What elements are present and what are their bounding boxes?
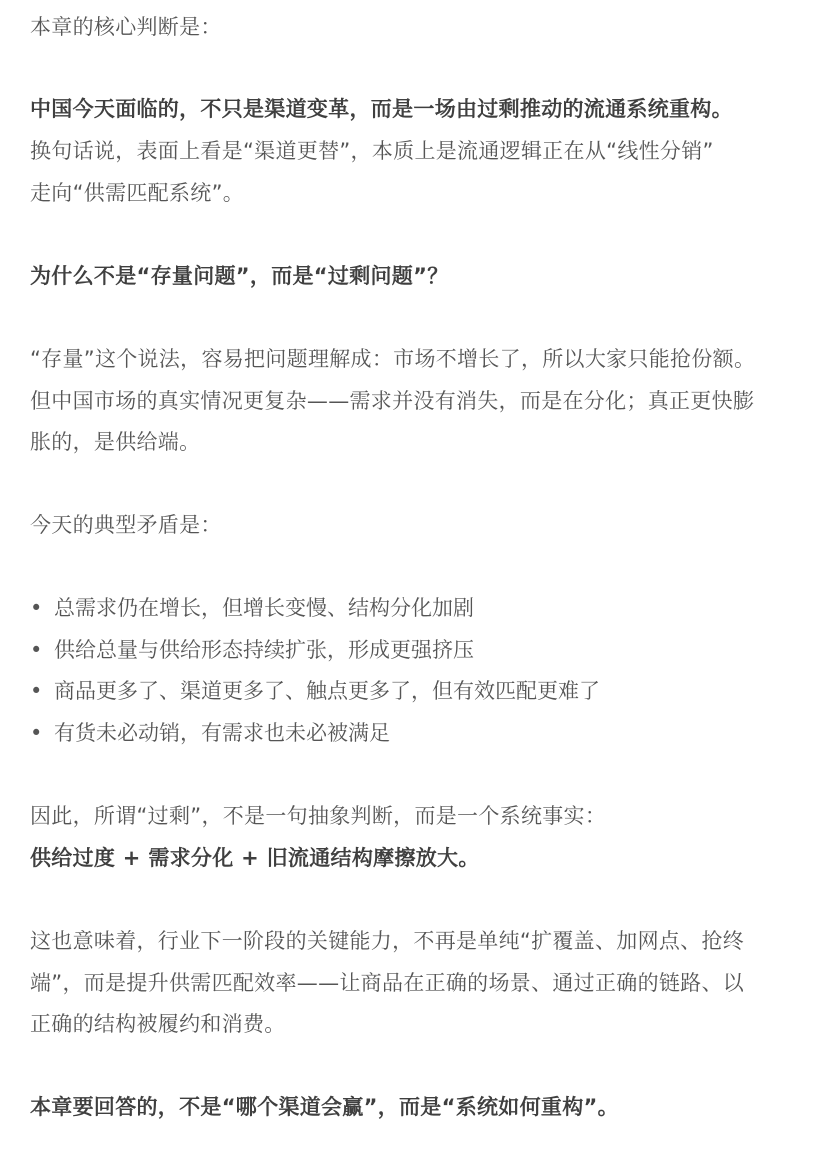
list-item-text: 总需求仍在增长，但增长变慢、结构分化加剧 bbox=[54, 596, 474, 620]
conclusion-statement: 供给过度 + 需求分化 + 旧流通结构摩擦放大。 bbox=[30, 846, 480, 870]
paragraph-2-line-3: 正确的结构被履约和消费。 bbox=[30, 1012, 286, 1036]
list-item bbox=[30, 670, 600, 712]
intro-lead: 本章的核心判断是： bbox=[30, 15, 222, 39]
list-item bbox=[30, 629, 474, 671]
paragraph-2-line-2: 端”，而是提升供需匹配效率——让商品在正确的场景、通过正确的链路、以 bbox=[30, 971, 745, 995]
section-heading: 为什么不是“存量问题”，而是“过剩问题”？ bbox=[30, 264, 449, 288]
thesis-line-2: 换句话说，表面上看是“渠道更替”，本质上是流通逻辑正在从“线性分销” bbox=[30, 139, 714, 163]
list-item-text: 商品更多了、渠道更多了、触点更多了，但有效匹配更难了 bbox=[54, 679, 600, 703]
bullet-icon: • bbox=[30, 596, 43, 620]
paragraph-1-line-1: “存量”这个说法，容易把问题理解成：市场不增长了，所以大家只能抢份额。 bbox=[30, 347, 756, 371]
bullet-icon: • bbox=[30, 638, 43, 662]
thesis-statement: 中国今天面临的，不只是渠道变革，而是一场由过剩推动的流通系统重构。 bbox=[30, 97, 733, 121]
closing-statement: 本章要回答的，不是“哪个渠道会赢”，而是“系统如何重构”。 bbox=[30, 1095, 619, 1119]
paragraph-2-line-1: 这也意味着，行业下一阶段的关键能力，不再是单纯“扩覆盖、加网点、抢终 bbox=[30, 929, 745, 953]
bullet-icon: • bbox=[30, 679, 43, 703]
paragraph-1-line-3: 胀的，是供给端。 bbox=[30, 430, 201, 454]
bullet-icon: • bbox=[30, 721, 43, 745]
list-item bbox=[30, 712, 390, 754]
paragraph-1-line-2: 但中国市场的真实情况更复杂——需求并没有消失，而是在分化；真正更快膨 bbox=[30, 389, 755, 413]
list-item-text: 有货未必动销，有需求也未必被满足 bbox=[54, 721, 390, 745]
list-item-text: 供给总量与供给形态持续扩张，形成更强挤压 bbox=[54, 638, 474, 662]
list-item bbox=[30, 587, 474, 629]
thesis-line-3: 走向“供需匹配系统”。 bbox=[30, 181, 245, 205]
conclusion-line-1: 因此，所谓“过剩”，不是一句抽象判断，而是一个系统事实： bbox=[30, 804, 607, 828]
contradiction-lead: 今天的典型矛盾是： bbox=[30, 513, 222, 537]
